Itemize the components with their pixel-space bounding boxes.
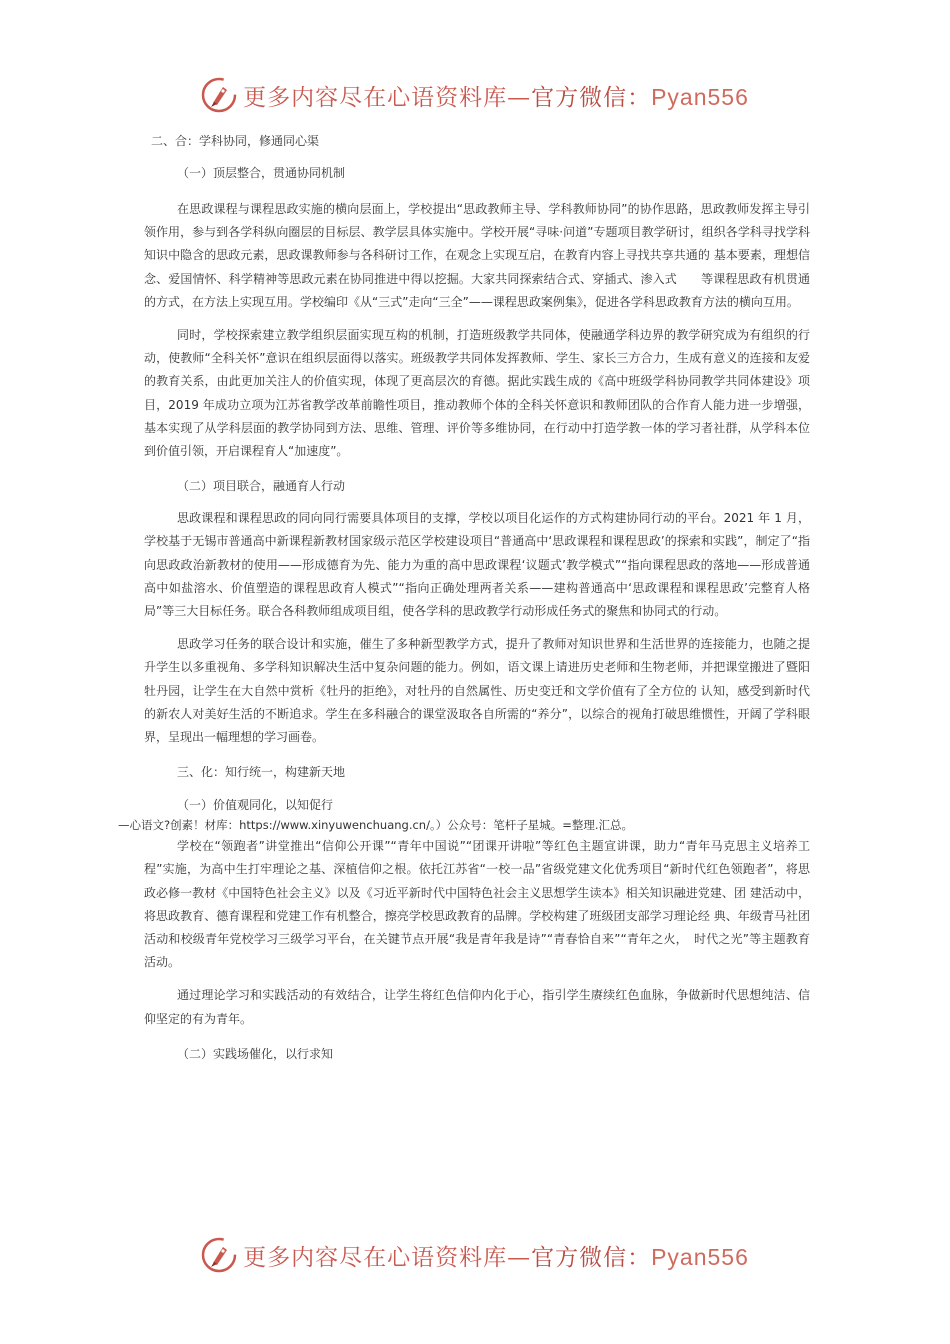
pen-nib-logo-icon xyxy=(201,77,237,113)
pen-nib-logo-icon xyxy=(201,1237,237,1273)
section-heading: 二、合：学科协同，修通同心渠 xyxy=(151,134,320,148)
paragraph: 同时，学校探索建立教学组织层面实现互构的机制，打造班级教学共同体，使融通学科边界的教学研究成为有组织的行动，使教师“全科关怀”意识在组织层面得以落实。班级教学共同体发挥教师、学生、家长三方合力，生成有意义的连接和友爱的教育关系，由此更加关注人的价值实现，体现了更高层次的育德。据此实践生成的《高中班级学科协同教学共同体建设》项目，2019 年成功立项为江苏省教学改革前瞻性项目，推动教师个体的全科关怀意识和教师团队的合作育人能力进一步增强，基本实现了从学科层面的教学协同到方法、思维、管理、评价等多维协同，在行动中打造学教一体的学习者社群，从学科本位到价值引领，开启课程育人“加速度”。 xyxy=(144,328,810,459)
banner-text xyxy=(243,1239,749,1272)
wechat-label: 官方微信： xyxy=(531,84,652,111)
banner-text xyxy=(243,79,749,112)
document-body xyxy=(118,128,810,1067)
subsection-heading: （二）项目联合，融通育人行动 xyxy=(177,479,346,494)
subsection-heading: （二）实践场催化，以行求知 xyxy=(177,1046,334,1061)
footer-banner xyxy=(0,1230,950,1280)
banner-dash: — xyxy=(507,84,532,111)
banner-title: 更多内容尽在心语资料库 xyxy=(243,84,508,111)
source-watermark-text: —心语文?创素！材库：https://www.xinyuwenchuang.cn/。）公众号：笔杆子星城。=整理.汇总。 xyxy=(118,818,634,833)
banner-title: 更多内容尽在心语资料库 xyxy=(243,1244,508,1271)
section-heading: 三、化：知行统一，构建新天地 xyxy=(177,765,346,780)
paragraph: 学校在“领跑者”讲堂推出“信仰公开课”“青年中国说”“团课开讲啦”等红色主题宣讲课，助力“青年马克思主义培养工程”实施，为高中生打牢理论之基、深植信仰之根。依托江苏省“一校一品”省级党建文化优秀项目“新时代红色领跑者”，将思政必修一教材《中国特色社会主义》以及《习近平新时代中国特色社会主义思想学生读本》相关知识融进党建、团 建活动中，将思政教育、德育课程和党建工作有机整合，擦亮学校思政教育的品牌。学校构建了班级团支部学习理论经 典、年级青马社团活动和校级青年党校学习三级学习平台，在关键节点开展“我是青年我是诗”“青春恰自来”“青年之火， 时代之光”等主题教育活动。 xyxy=(144,839,810,970)
wechat-id: Pyan556 xyxy=(651,1243,749,1270)
subsection-heading: （一）顶层整合，贯通协同机制 xyxy=(177,166,346,180)
paragraph: 在思政课程与课程思政实施的横向层面上，学校提出“思政教师主导、学科教师协同”的协作思路，思政教师发挥主导引领作用，参与到各学科纵向圈层的目标层、教学层具体实施中。学校开展“寻味·问道”专题项目教学研讨，组织各学科寻找学科知识中隐含的思政元素，思政课教师参与各科研讨工作，在观念上实现互启，在教育内容上寻找共享共通的 基本要素，理想信念、爱国情怀、科学精神等思政元素在协同推进中得以挖掘。大家共同探索结合式、穿插式、渗入式 等课程思政有机贯通的方式，在方法上实现互用。学校编印《从“三式”走向“三全”——课程思政案例集》，促进各学科思政教育方法的横向互用。 xyxy=(144,202,810,309)
paragraph: 思政学习任务的联合设计和实施，催生了多种新型教学方式，提升了教师对知识世界和生活世界的连接能力，也随之提升学生以多重视角、多学科知识解决生活中复杂问题的能力。例如，语文课上请进历史老师和生物老师，并把课堂搬进了暨阳牡丹园，让学生在大自然中赏析《牡丹的拒绝》，对牡丹的自然属性、历史变迁和文学价值有了全方位的 认知，感受到新时代的新农人对美好生活的不断追求。学生在多科融合的课堂汲取各自所需的“养分”，以综合的视角打破思维惯性，开阔了学科眼界，呈现出一幅理想的学习画卷。 xyxy=(144,637,810,745)
paragraph: 通过理论学习和实践活动的有效结合，让学生将红色信仰内化于心，指引学生赓续红色血脉，争做新时代思想纯洁、信仰坚定的有为青年。 xyxy=(144,988,810,1026)
wechat-id: Pyan556 xyxy=(651,83,749,110)
paragraph: 思政课程和课程思政的同向同行需要具体项目的支撑，学校以项目化运作的方式构建协同行动的平台。2021 年 1 月，学校基于无锡市普通高中新课程新教材国家级示范区学校建设项目“普通高中‘思政课程和课程思政’的探索和实践”，制定了“指向思政政治新教材的使用——形成德育为先、能力为重的高中思政课程‘议题式’教学模式”“指向课程思政的落地——形成普通高中如盐溶水、价值塑造的课程思政育人模式”“指向正确处理两者关系——建构普通高中‘思政课程和课程思政’完整育人格局”等三大目标任务。联合各科教师组成项目组，使各学科的思政教学行动形成任务式的聚焦和协同式的行动。 xyxy=(144,511,810,619)
banner-dash: — xyxy=(507,1244,532,1271)
subsection-heading: （一）价值观同化，以知促行 xyxy=(177,798,334,813)
wechat-label: 官方微信： xyxy=(531,1244,652,1271)
header-banner xyxy=(0,70,950,120)
